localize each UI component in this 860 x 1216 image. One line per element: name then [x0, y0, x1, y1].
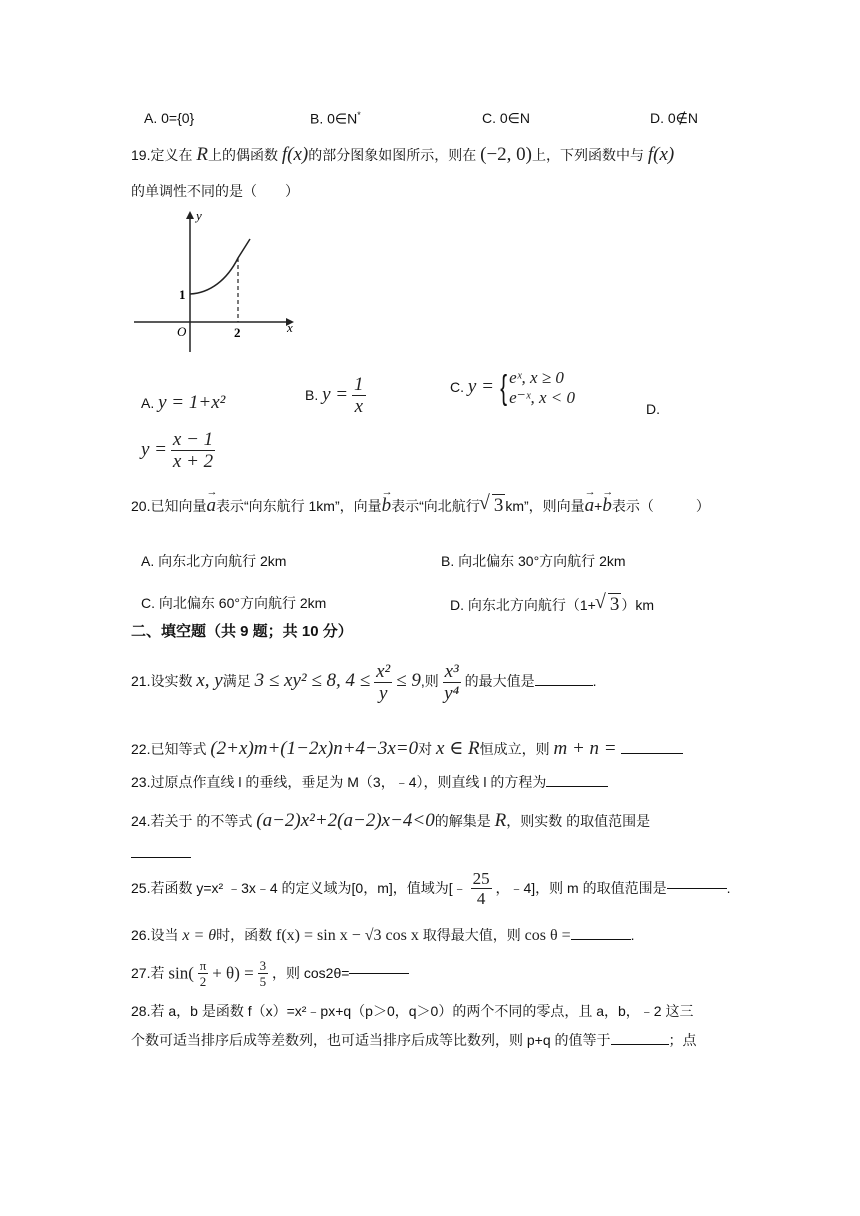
q19-option-a: A. y = 1+x² [141, 392, 226, 413]
q25-answer-blank[interactable] [667, 888, 727, 889]
q19-option-c: C. y = { eˣ, x ≥ 0 e⁻ˣ, x < 0 [450, 368, 575, 407]
section-heading-fill-in: 二、填空题（共 9 题；共 10 分） [131, 623, 353, 640]
q28-line1: 28.若 a，b 是函数 f（x）=x²﹣px+q（p＞0，q＞0）的两个不同的零点，且 a，b，﹣2 这三 [131, 1003, 694, 1019]
graph-x-tick: 2 [234, 325, 241, 340]
q18-option-b: B. 0∈N* [310, 110, 361, 127]
q21: 21.设实数 x, y满足 3 ≤ xy² ≤ 8, 4 ≤ $\frac{\text{x²}}{y}$ ≤ 9,则 $\frac{\text{x³}}{\text{y⁴}}$ 的最大值是 . [131, 661, 597, 704]
q23-answer-blank[interactable] [546, 786, 608, 787]
q20-option-c: C. 向北偏东 60°方向航行 2km [141, 595, 327, 611]
q26-answer-blank[interactable] [571, 939, 631, 940]
q19-stem-line2: 的单调性不同的是（ ） [131, 183, 299, 199]
q22-answer-blank[interactable] [621, 753, 683, 754]
q18-option-d: D. 0∉N [650, 110, 698, 126]
q20-option-d: D. 向东北方向航行（1+√ 3 ）km [450, 593, 654, 617]
q19-option-b: B. y = $\frac{1}{x}$ [305, 374, 364, 417]
graph-y-tick: 1 [179, 287, 186, 302]
q18-option-a: A. 0={0} [144, 110, 195, 126]
q25: 25.若函数 y=x² ﹣3x﹣4 的定义域为[0，m]，值域为[﹣ $\frac{25}{4}$ ，﹣4]，则 m 的取值范围是 . [131, 869, 731, 908]
q22: 22.已知等式 (2+x)m+(1−2x)n+4−3x=0对 x ∈ R恒成立，则 m + n = [131, 738, 683, 761]
q19-function-graph [130, 205, 300, 355]
q28-line2: 个数可适当排序后成等差数列，也可适当排序后成等比数列，则 p+q 的值等于 ；点 [131, 1032, 697, 1048]
q24-answer-blank[interactable] [131, 845, 191, 858]
q23: 23.过原点作直线 l 的垂线，垂足为 M（3，﹣4），则直线 l 的方程为 [131, 774, 608, 791]
q21-answer-blank[interactable] [535, 685, 593, 686]
q26: 26.设当 x = θ时，函数 f(x) = sin x − √3 cos x 取得最大值，则 cos θ = . [131, 927, 635, 944]
q20-option-b: B. 向北偏东 30°方向航行 2km [441, 553, 626, 569]
graph-y-label: y [196, 208, 202, 223]
q19-option-d-math: y = $\frac{x - 1}{x + 2}$ [141, 429, 214, 472]
q27-answer-blank[interactable] [349, 973, 409, 974]
q18-option-c: C. 0∈N [482, 110, 530, 126]
q19-option-d-label: D. [646, 401, 660, 417]
graph-origin-label: O [177, 324, 187, 339]
q28-answer-blank[interactable] [611, 1044, 669, 1045]
q24: 24.若关于 的不等式 (a−2)x²+2(a−2)x−4<0的解集是 R，则实数 的取值范围是 [131, 810, 651, 831]
q20-stem: 20.已知向量→ a表示“向东航行 1km”，向量→ b表示“向北航行√ 3 km”，则向量→ a+→ b表示（ ） [131, 494, 710, 518]
q19-stem-line1: 19.定义在 R上的偶函数 f(x)的部分图象如图所示，则在 (−2, 0)上，下列函数中与 f(x) [131, 144, 675, 165]
graph-x-label: x [287, 320, 293, 335]
q20-option-a: A. 向东北方向航行 2km [141, 553, 287, 569]
q27: 27.若 sin( $\frac{\pi}{2}$ + θ) = $\frac{3}{5}$ ，则 cos2θ= [131, 959, 409, 988]
